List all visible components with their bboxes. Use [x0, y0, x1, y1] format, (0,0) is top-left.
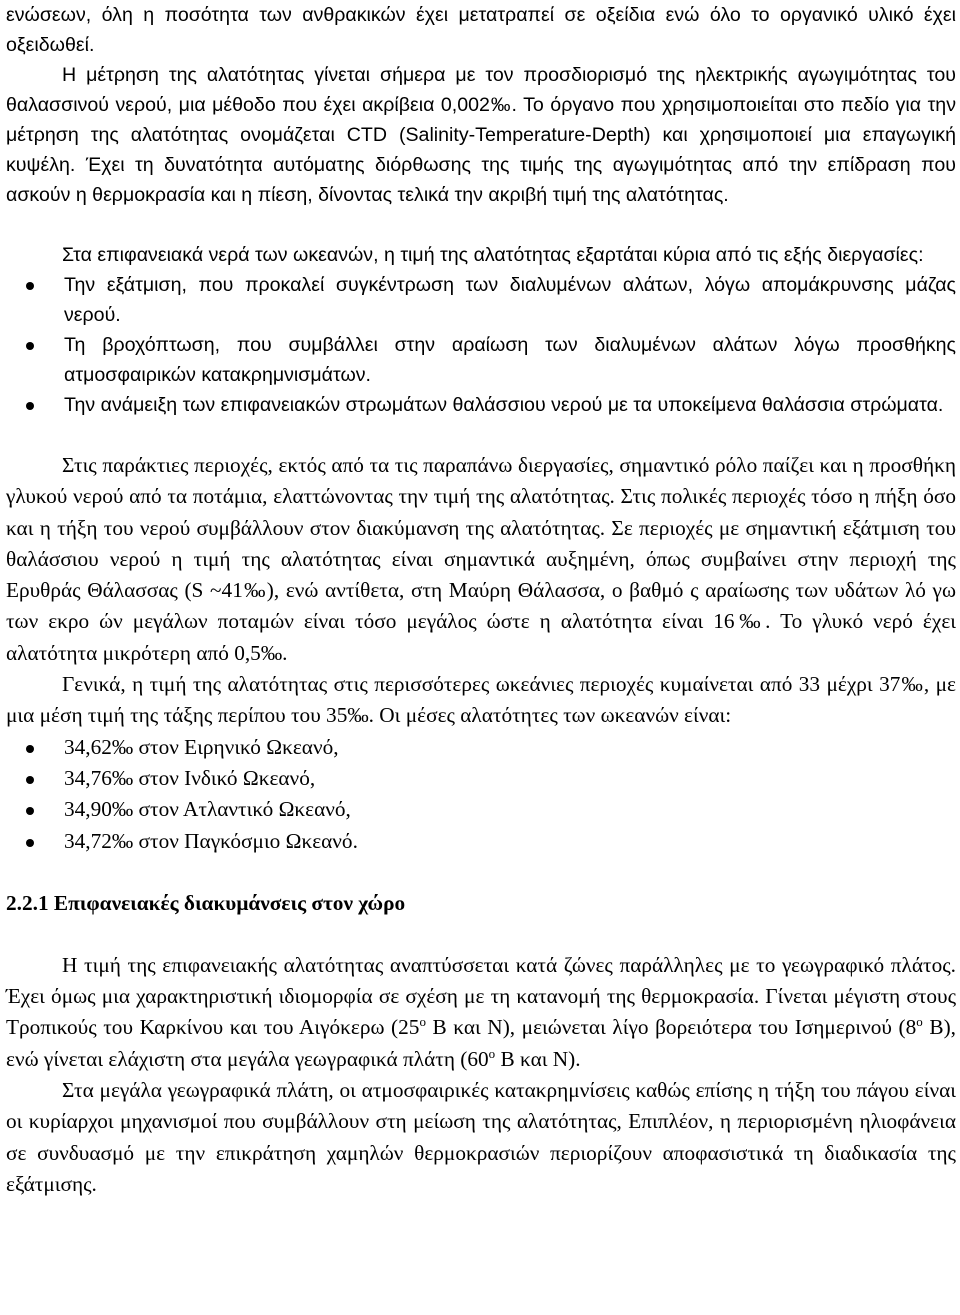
list-item: Την ανάμειξη των επιφανειακών στρωμάτων θαλάσσιου νερού με τα υποκείμενα θαλάσσια στρώματα. [6, 390, 956, 420]
document-page [6, 0, 956, 1200]
paragraph-general: Γενικά, η τιμή της αλατότητας στις περισσότερες ωκεάνιες περιοχές κυμαίνεται από 33 μέχρι 37‰, με μια μέση τιμή της τάξης περίπου του 35‰. Οι μέσες αλατότητες των ωκεανών είναι: [6, 672, 956, 728]
bullet-icon [26, 342, 34, 350]
bullet-icon [26, 807, 34, 815]
bullet-icon [26, 745, 34, 753]
bullet-icon [26, 402, 34, 410]
paragraph-surface-processes: Στα επιφανειακά νερά των ωκεανών, η τιμή της αλατότητας εξαρτάται κύρια από τις εξής διεργασίες: [62, 244, 924, 266]
process-list [6, 270, 956, 420]
paragraph-intro: ενώσεων, όλη η ποσότητα των ανθρακικών έχει μετατραπεί σε οξείδια ενώ όλο το οργανικό υλικό έχει οξειδωθεί. [6, 4, 956, 56]
bullet-icon [26, 776, 34, 784]
list-item: 34,76‰ στον Ινδικό Ωκεανό, [6, 763, 956, 794]
bullet-icon [26, 282, 34, 290]
ocean-salinity-list [6, 732, 956, 857]
section-heading: 2.2.1 Επιφανειακές διακυμάνσεις στον χώρο [6, 890, 406, 915]
paragraph-latitude: Η τιμή της επιφανειακής αλατότητας αναπτύσσεται κατά ζώνες παράλληλες με το γεωγραφικό πλάτος. Έχει όμως μια χαρακτηριστική ιδιομορφία σε σχέση με τη κατανομή της θερμοκρασία. Γίνεται μέγιστη στους Τροπικούς του Καρκίνου και του Αιγόκερω ($25^o$ Β και Ν), μειώνεται λίγο βορειότερα του Ισημερινού ($8^o$ Β), ενώ γίνεται ελάχιστη στα μεγάλα γεωγραφικά πλάτη ($60^o$ Β και Ν). [6, 952, 956, 1071]
list-item: 34,90‰ στον Ατλαντικό Ωκεανό, [6, 794, 956, 825]
list-item: Τη βροχόπτωση, που συμβάλλει στην αραίωση των διαλυμένων αλάτων λόγω προσθήκης ατμοσφαιρικών κατακρημνισμάτων. [6, 330, 956, 390]
bullet-icon [26, 839, 34, 847]
list-item: 34,72‰ στον Παγκόσμιο Ωκεανό. [6, 826, 956, 857]
paragraph-coastal: Στις παράκτιες περιοχές, εκτός από τα τις παραπάνω διεργασίες, σημαντικό ρόλο παίζει και η προσθήκη γλυκού νερού από τα ποτάμια, ελαττώνοντας την τιμή της αλατότητας. Στις πολικές περιοχές τόσο η πήξη όσο και η τήξη του νερού συμβάλλουν στον διακύμανση της αλατότητας. Σε περιοχές με σημαντική εξάτμιση του θαλάσσιου νερού η τιμή της αλατότητας είναι σημαντικά αυξημένη, όπως συμβαίνει στην περιοχή της Ερυθράς Θάλασσας (S ~41‰), ενώ αντίθετα, στη Μαύρη Θάλασσα, ο βαθμό ς αραίωσης των υδάτων λό γω των εκρο ών μεγάλων ποταμών είναι τόσο μεγάλος ώστε η αλατότητα είναι 16‰. Το γλυκό νερό έχει αλατότητα μικρότερη από 0,5‰. [6, 453, 956, 665]
section-measurement [6, 0, 956, 420]
paragraph-high-latitudes: Στα μεγάλα γεωγραφικά πλάτη, οι ατμοσφαιρικές κατακρημνίσεις καθώς επίσης η τήξη του πάγου είναι οι κυρίαρχοι μηχανισμοί που συμβάλλουν στη μείωση της αλατότητας, Επιπλέον, η περιορισμένη ηλιοφάνεια σε συνδυασμό με την επικράτηση χαμηλών θερμοκρασιών περιορίζουν αποφασιστικά τη διαδικασία της εξάτμισης. [6, 1078, 956, 1196]
list-item: 34,62‰ στον Ειρηνικό Ωκεανό, [6, 732, 956, 763]
paragraph-ctd: Η μέτρηση της αλατότητας γίνεται σήμερα με τον προσδιορισμό της ηλεκτρικής αγωγιμότητας του θαλασσινού νερού, μια μέθοδο που έχει ακρίβεια 0,002‰. Το όργανο που χρησιμοποιείται στο πεδίο για την μέτρηση της αλατότητας ονομάζεται CTD (Salinity-Temperature-Depth) και χρησιμοποιεί μια επαγωγική κυψέλη. Έχει τη δυνατότητα αυτόματης διόρθωσης της τιμής της αγωγιμότητας από την επίδραση που ασκούν η θερμοκρασία και η πίεση, δίνοντας τελικά την ακριβή τιμή της αλατότητας. [6, 64, 956, 206]
list-item: Την εξάτμιση, που προκαλεί συγκέντρωση των διαλυμένων αλάτων, λόγω απομάκρυνσης μάζας νερού. [6, 270, 956, 330]
section-coastal [6, 450, 956, 1200]
